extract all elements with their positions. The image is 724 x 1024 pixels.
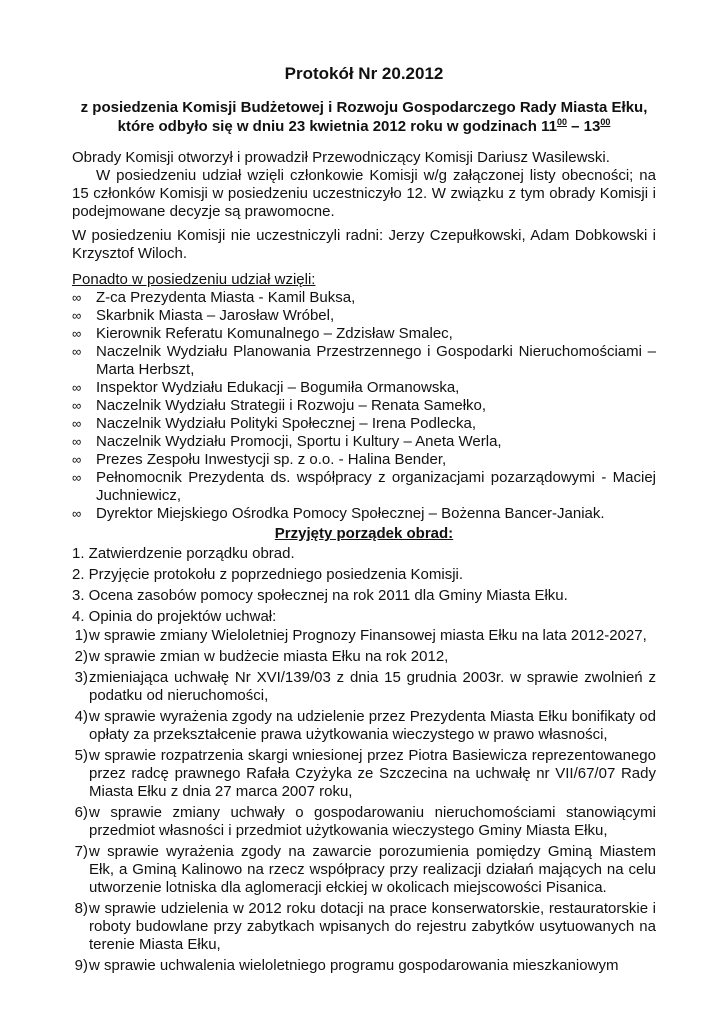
agenda-item: 4. Opinia do projektów uchwał:	[72, 608, 277, 625]
infinity-bullet-icon: ∞	[72, 452, 82, 467]
intro-attendance: W posiedzeniu udział wzięli członkowie Komisji w/g załączonej listy obecności; na 15 członków Komisji w posiedzeniu uczestniczyło 12. W związku z tym obrady Komisji i podejmowane decyzje są prawomocne.	[72, 167, 656, 220]
attendee-item	[72, 307, 656, 325]
attendee-text: Naczelnik Wydziału Promocji, Sportu i Kultury – Aneta Werla,	[96, 433, 502, 450]
resolution-item	[72, 627, 656, 645]
intro-absent: W posiedzeniu Komisji nie uczestniczyli radni: Jerzy Czepułkowski, Adam Dobkowski i Krzysztof Wiloch.	[72, 227, 656, 262]
resolution-number: 7)	[74, 843, 88, 860]
infinity-bullet-icon: ∞	[72, 290, 82, 305]
resolution-item	[72, 957, 656, 975]
resolution-item	[72, 708, 656, 744]
attendee-item	[72, 433, 656, 451]
resolution-number: 4)	[74, 708, 88, 725]
resolution-number: 8)	[74, 900, 88, 917]
document-subtitle	[72, 98, 656, 136]
attendee-item	[72, 379, 656, 397]
resolution-text: w sprawie rozpatrzenia skargi wniesionej przez Piotra Basiewicza reprezentowanego przez radcę prawnego Rafała Czyżyka ze Szczecina na uchwałę nr VII/67/07 Rady Miasta Ełku z dnia 27 marca 2007 roku,	[89, 747, 656, 800]
intro-opening: Obrady Komisji otworzył i prowadził Przewodniczący Komisji Dariusz Wasilewski.	[72, 149, 610, 166]
attendees-list	[72, 289, 656, 523]
resolution-text: w sprawie zmiany Wieloletniej Prognozy Finansowej miasta Ełku na lata 2012-2027,	[89, 627, 647, 644]
resolution-item	[72, 843, 656, 897]
end-minutes: 00	[600, 117, 611, 127]
start-minutes: 00	[556, 117, 567, 127]
resolution-text: w sprawie udzielenia w 2012 roku dotacji na prace konserwatorskie, restauratorskie i roboty budowlane przy zabytkach wpisanych do rejestru zabytków usytuowanych na terenie Miasta Ełku,	[89, 900, 656, 953]
document-page	[72, 64, 656, 978]
attendee-item	[72, 469, 656, 505]
resolution-item	[72, 747, 656, 801]
attendee-text: Prezes Zespołu Inwestycji sp. z o.o. - Halina Bender,	[96, 451, 447, 468]
infinity-bullet-icon: ∞	[72, 380, 82, 395]
resolution-number: 2)	[74, 648, 88, 665]
subtitle-line-1: z posiedzenia Komisji Budżetowej i Rozwoju Gospodarczego Rady Miasta Ełku,	[80, 99, 648, 116]
attendee-text: Skarbnik Miasta – Jarosław Wróbel,	[96, 307, 335, 324]
subtitle-end-hour: – 13	[566, 118, 601, 135]
resolution-number: 3)	[74, 669, 88, 686]
infinity-bullet-icon: ∞	[72, 434, 82, 449]
attendee-text: Z-ca Prezydenta Miasta - Kamil Buksa,	[96, 289, 356, 306]
attendee-item	[72, 289, 656, 307]
resolution-item	[72, 900, 656, 954]
resolutions-list	[72, 627, 656, 975]
attendee-item	[72, 397, 656, 415]
agenda-item: 2. Przyjęcie protokołu z poprzedniego posiedzenia Komisji.	[72, 566, 464, 583]
infinity-bullet-icon: ∞	[72, 470, 82, 485]
agenda-list	[72, 543, 656, 627]
attendee-text: Inspektor Wydziału Edukacji – Bogumiła Ormanowska,	[96, 379, 460, 396]
subtitle-date-text: które odbyło się w dniu 23 kwietnia 2012 roku w godzinach 11	[117, 118, 557, 135]
attendee-item	[72, 325, 656, 343]
infinity-bullet-icon: ∞	[72, 416, 82, 431]
resolution-text: w sprawie uchwalenia wieloletniego programu gospodarowania mieszkaniowym	[89, 957, 619, 974]
attendee-text: Kierownik Referatu Komunalnego – Zdzisław Smalec,	[96, 325, 453, 342]
infinity-bullet-icon: ∞	[72, 398, 82, 413]
document-title: Protokół Nr 20.2012	[284, 64, 444, 83]
attendee-text: Pełnomocnik Prezydenta ds. współpracy z organizacjami pozarządowymi - Maciej Juchniewicz,	[96, 469, 656, 504]
resolution-text: w sprawie wyrażenia zgody na udzielenie przez Prezydenta Miasta Ełku bonifikaty od opłaty za przekształcenie prawa użytkowania wieczystego w prawo własności,	[89, 708, 656, 743]
resolution-item	[72, 804, 656, 840]
resolution-number: 9)	[74, 957, 88, 974]
resolution-number: 6)	[74, 804, 88, 821]
agenda-item: 1. Zatwierdzenie porządku obrad.	[72, 545, 295, 562]
attendees-heading: Ponadto w posiedzeniu udział wzięli:	[72, 271, 316, 288]
infinity-bullet-icon: ∞	[72, 326, 82, 341]
agenda-item: 3. Ocena zasobów pomocy społecznej na rok 2011 dla Gminy Miasta Ełku.	[72, 587, 568, 604]
attendee-text: Naczelnik Wydziału Planowania Przestrzennego i Gospodarki Nieruchomościami – Marta Herbszt,	[96, 343, 656, 378]
attendee-item	[72, 451, 656, 469]
attendee-item	[72, 415, 656, 433]
infinity-bullet-icon: ∞	[72, 344, 82, 359]
resolution-text: w sprawie wyrażenia zgody na zawarcie porozumienia pomiędzy Gminą Miastem Ełk, a Gminą Kalinowo na rzecz współpracy przy realizacji działań mających na celu utworzenie lotniska dla aglomeracji ełckiej w okolicach miejscowości Pisanica.	[89, 843, 656, 896]
resolution-text: w sprawie zmiany uchwały o gospodarowaniu nieruchomościami stanowiącymi przedmiot własności i przedmiot użytkowania wieczystego Gminy Miasta Ełku,	[89, 804, 656, 839]
subtitle-line-2	[72, 117, 656, 136]
agenda-heading: Przyjęty porządek obrad:	[274, 525, 454, 542]
resolution-number: 5)	[74, 747, 88, 764]
attendee-item	[72, 343, 656, 379]
resolution-item	[72, 669, 656, 705]
attendee-text: Dyrektor Miejskiego Ośrodka Pomocy Społecznej – Bożenna Bancer-Janiak.	[96, 505, 605, 522]
infinity-bullet-icon: ∞	[72, 308, 82, 323]
attendee-item	[72, 505, 656, 523]
infinity-bullet-icon: ∞	[72, 506, 82, 521]
resolution-text: zmieniająca uchwałę Nr XVI/139/03 z dnia 15 grudnia 2003r. w sprawie zwolnień z podatku od nieruchomości,	[89, 669, 656, 704]
resolution-number: 1)	[74, 627, 88, 644]
attendee-text: Naczelnik Wydziału Strategii i Rozwoju – Renata Samełko,	[96, 397, 487, 414]
attendee-text: Naczelnik Wydziału Polityki Społecznej – Irena Podlecka,	[96, 415, 477, 432]
resolution-text: w sprawie zmian w budżecie miasta Ełku na rok 2012,	[89, 648, 449, 665]
resolution-item	[72, 648, 656, 666]
